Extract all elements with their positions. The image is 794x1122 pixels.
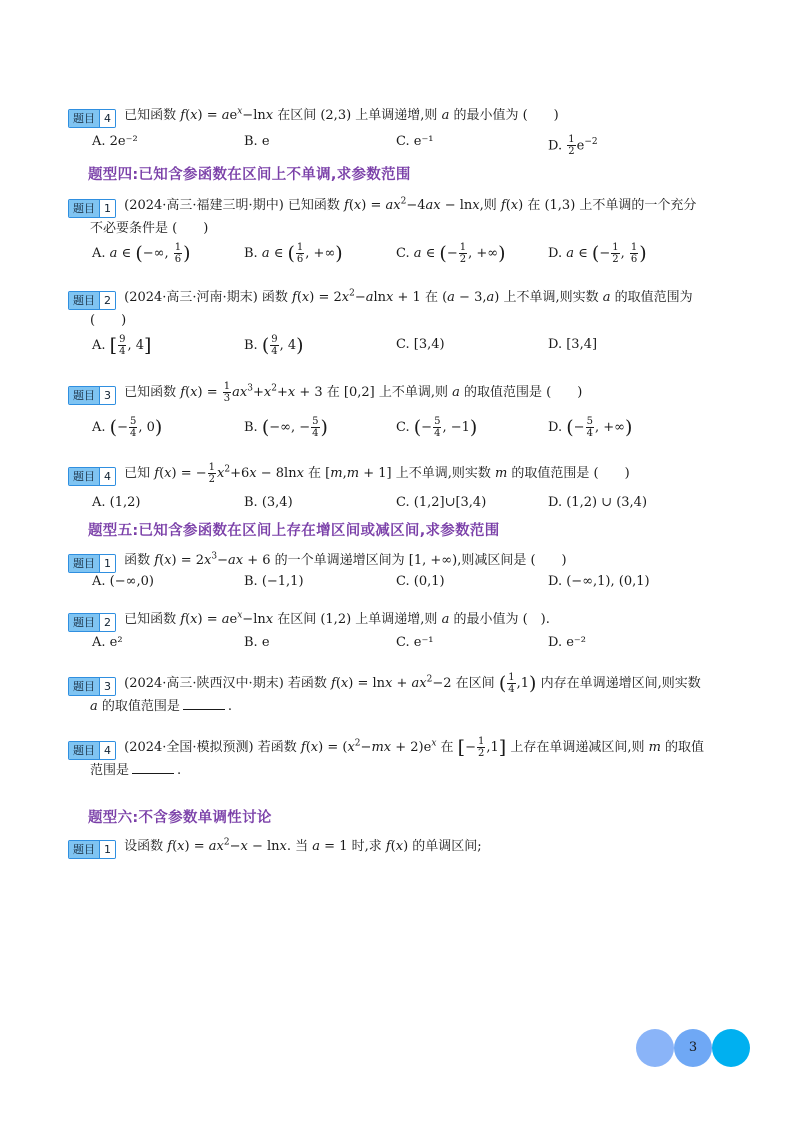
question-badge: 题目 2	[68, 291, 116, 310]
option-a: A. 2e⁻²	[92, 134, 138, 149]
question-badge: 题目 3	[68, 677, 116, 696]
question-badge: 题目 1	[68, 199, 116, 218]
question-stem-cont: ( )	[90, 313, 127, 329]
options-row	[92, 131, 734, 157]
section-title: 题型五:已知含参函数在区间上存在增区间或减区间,求参数范围	[88, 523, 500, 539]
options-row	[92, 416, 734, 439]
option-b: B. e	[244, 635, 270, 650]
option-c: C. [3,4)	[396, 337, 445, 352]
option-a: A. (−∞,0)	[92, 574, 154, 589]
option-c: C. (1,2]∪[3,4)	[396, 495, 487, 510]
question-stem: 已知函数 $f(x) = ae^x-\ln x$ 在区间 (2,3) 上单调递增,则 a 的最小值为 ( )	[124, 107, 559, 124]
option-a: A. [ $\frac{9}{4}$ , 4]	[92, 334, 152, 357]
decor-circle	[636, 1029, 674, 1067]
question-block	[68, 378, 734, 405]
question-stem: 已知 f(x) = − $\frac{1}{2}$ $x^2+6x - 8\ln x$ 在 [m,m + 1] 上不单调,则实数 m 的取值范围是 ( )	[124, 462, 630, 486]
option-c: C. e⁻¹	[396, 635, 434, 650]
question-block	[68, 283, 734, 332]
question-stem-cont: 范围是 .	[90, 763, 182, 779]
question-badge: 题目 4	[68, 109, 116, 128]
option-a: A. (− $\frac{5}{4}$ , 0)	[92, 416, 163, 439]
question-badge: 题目 3	[68, 386, 116, 405]
question-block	[68, 733, 734, 782]
question-stem: (2024·高三·河南·期末) 函数 $f(x) = 2x^2-alnx + 1$ 在 (a − 3,a) 上不单调,则实数 a 的取值范围为	[124, 289, 693, 306]
option-c: C. e⁻¹	[396, 134, 434, 149]
option-b: B. a ∈ ( $\frac{1}{6}$ , +∞)	[244, 242, 343, 265]
question-stem: 函数 $f(x) = 2x^3-ax + 6$ 的一个单调递增区间为 [1, +∞),则减区间是 ( )	[124, 552, 567, 569]
question-badge: 题目 4	[68, 467, 116, 486]
question-stem: (2024·全国·模拟预测) 若函数 $f(x) = (x^2-mx + 2)e^x$ 在 [− $\frac{1}{2}$ ,1] 上存在单调递减区间,则 m 的取值	[124, 736, 705, 760]
question-block	[68, 459, 734, 486]
option-c: C. (− $\frac{5}{4}$ , −1)	[396, 416, 478, 439]
page-number: 3	[688, 1040, 698, 1055]
option-b: B. (−∞, − $\frac{5}{4}$ )	[244, 416, 328, 439]
question-block	[68, 605, 734, 632]
answer-blank[interactable]	[132, 761, 174, 774]
options-row	[92, 492, 734, 514]
options-row	[92, 571, 734, 593]
question-badge: 题目 4	[68, 741, 116, 760]
options-row	[92, 334, 734, 357]
option-c: C. a ∈ (− $\frac{1}{2}$ , +∞)	[396, 242, 506, 265]
option-d: D. (− $\frac{5}{4}$ , +∞)	[548, 416, 633, 439]
option-a: A. e²	[92, 635, 123, 650]
option-c: C. (0,1)	[396, 574, 445, 589]
options-row	[92, 242, 734, 265]
question-block	[68, 546, 734, 573]
question-block	[68, 832, 734, 859]
question-stem: (2024·高三·陕西汉中·期末) 若函数 $f(x) = \ln x + ax^2-2$ 在区间 ( $\frac{1}{4}$ ,1) 内存在单调递增区间,则实数	[124, 672, 701, 696]
option-b: B. (3,4)	[244, 495, 293, 510]
option-d: D. a ∈ (− $\frac{1}{2}$ , $\frac{1}{6}$ )	[548, 242, 647, 265]
section-title: 题型四:已知含参函数在区间上不单调,求参数范围	[88, 167, 411, 183]
option-d: D. (1,2) ∪ (3,4)	[548, 495, 648, 510]
option-b: B. ( $\frac{9}{4}$ , 4)	[244, 334, 304, 357]
option-a: A. (1,2)	[92, 495, 141, 510]
question-block	[68, 191, 734, 240]
option-a: A. a ∈ (−∞, $\frac{1}{6}$ )	[92, 242, 191, 265]
question-stem: 已知函数 f(x) = $\frac{1}{3}$ $ax^3+x^2+x + 3$ 在 [0,2] 上不单调,则 a 的取值范围是 ( )	[124, 381, 583, 405]
option-b: B. (−1,1)	[244, 574, 304, 589]
decor-circle	[712, 1029, 750, 1067]
answer-blank[interactable]	[183, 697, 225, 710]
option-d: D. (−∞,1), (0,1)	[548, 574, 650, 589]
options-row	[92, 632, 734, 654]
section-title: 题型六:不含参数单调性讨论	[88, 810, 272, 826]
question-block	[68, 669, 734, 718]
option-d: D. e⁻²	[548, 635, 586, 650]
page-number-decoration	[636, 1029, 752, 1067]
option-d: D. $\frac{1}{2}$ $e^{-2}$	[548, 134, 598, 158]
question-stem: (2024·高三·福建三明·期中) 已知函数 $f(x) = ax^2-4ax - \ln x$,则 f(x) 在 (1,3) 上不单调的一个充分	[124, 197, 697, 214]
option-b: B. e	[244, 134, 270, 149]
question-badge: 题目 2	[68, 613, 116, 632]
question-stem-cont: 不必要条件是 ( )	[90, 221, 209, 237]
question-badge: 题目 1	[68, 554, 116, 573]
option-d: D. [3,4]	[548, 337, 598, 352]
question-stem: 已知函数 $f(x) = ae^x-\ln x$ 在区间 (1,2) 上单调递增,则 a 的最小值为 ( ).	[124, 611, 550, 628]
question-stem: 设函数 $f(x) = ax^2-x - \ln x$. 当 a = 1 时,求 f(x) 的单调区间;	[124, 838, 482, 855]
question-stem-cont: a 的取值范围是 .	[90, 699, 233, 715]
question-badge: 题目 1	[68, 840, 116, 859]
question-block	[68, 101, 734, 128]
